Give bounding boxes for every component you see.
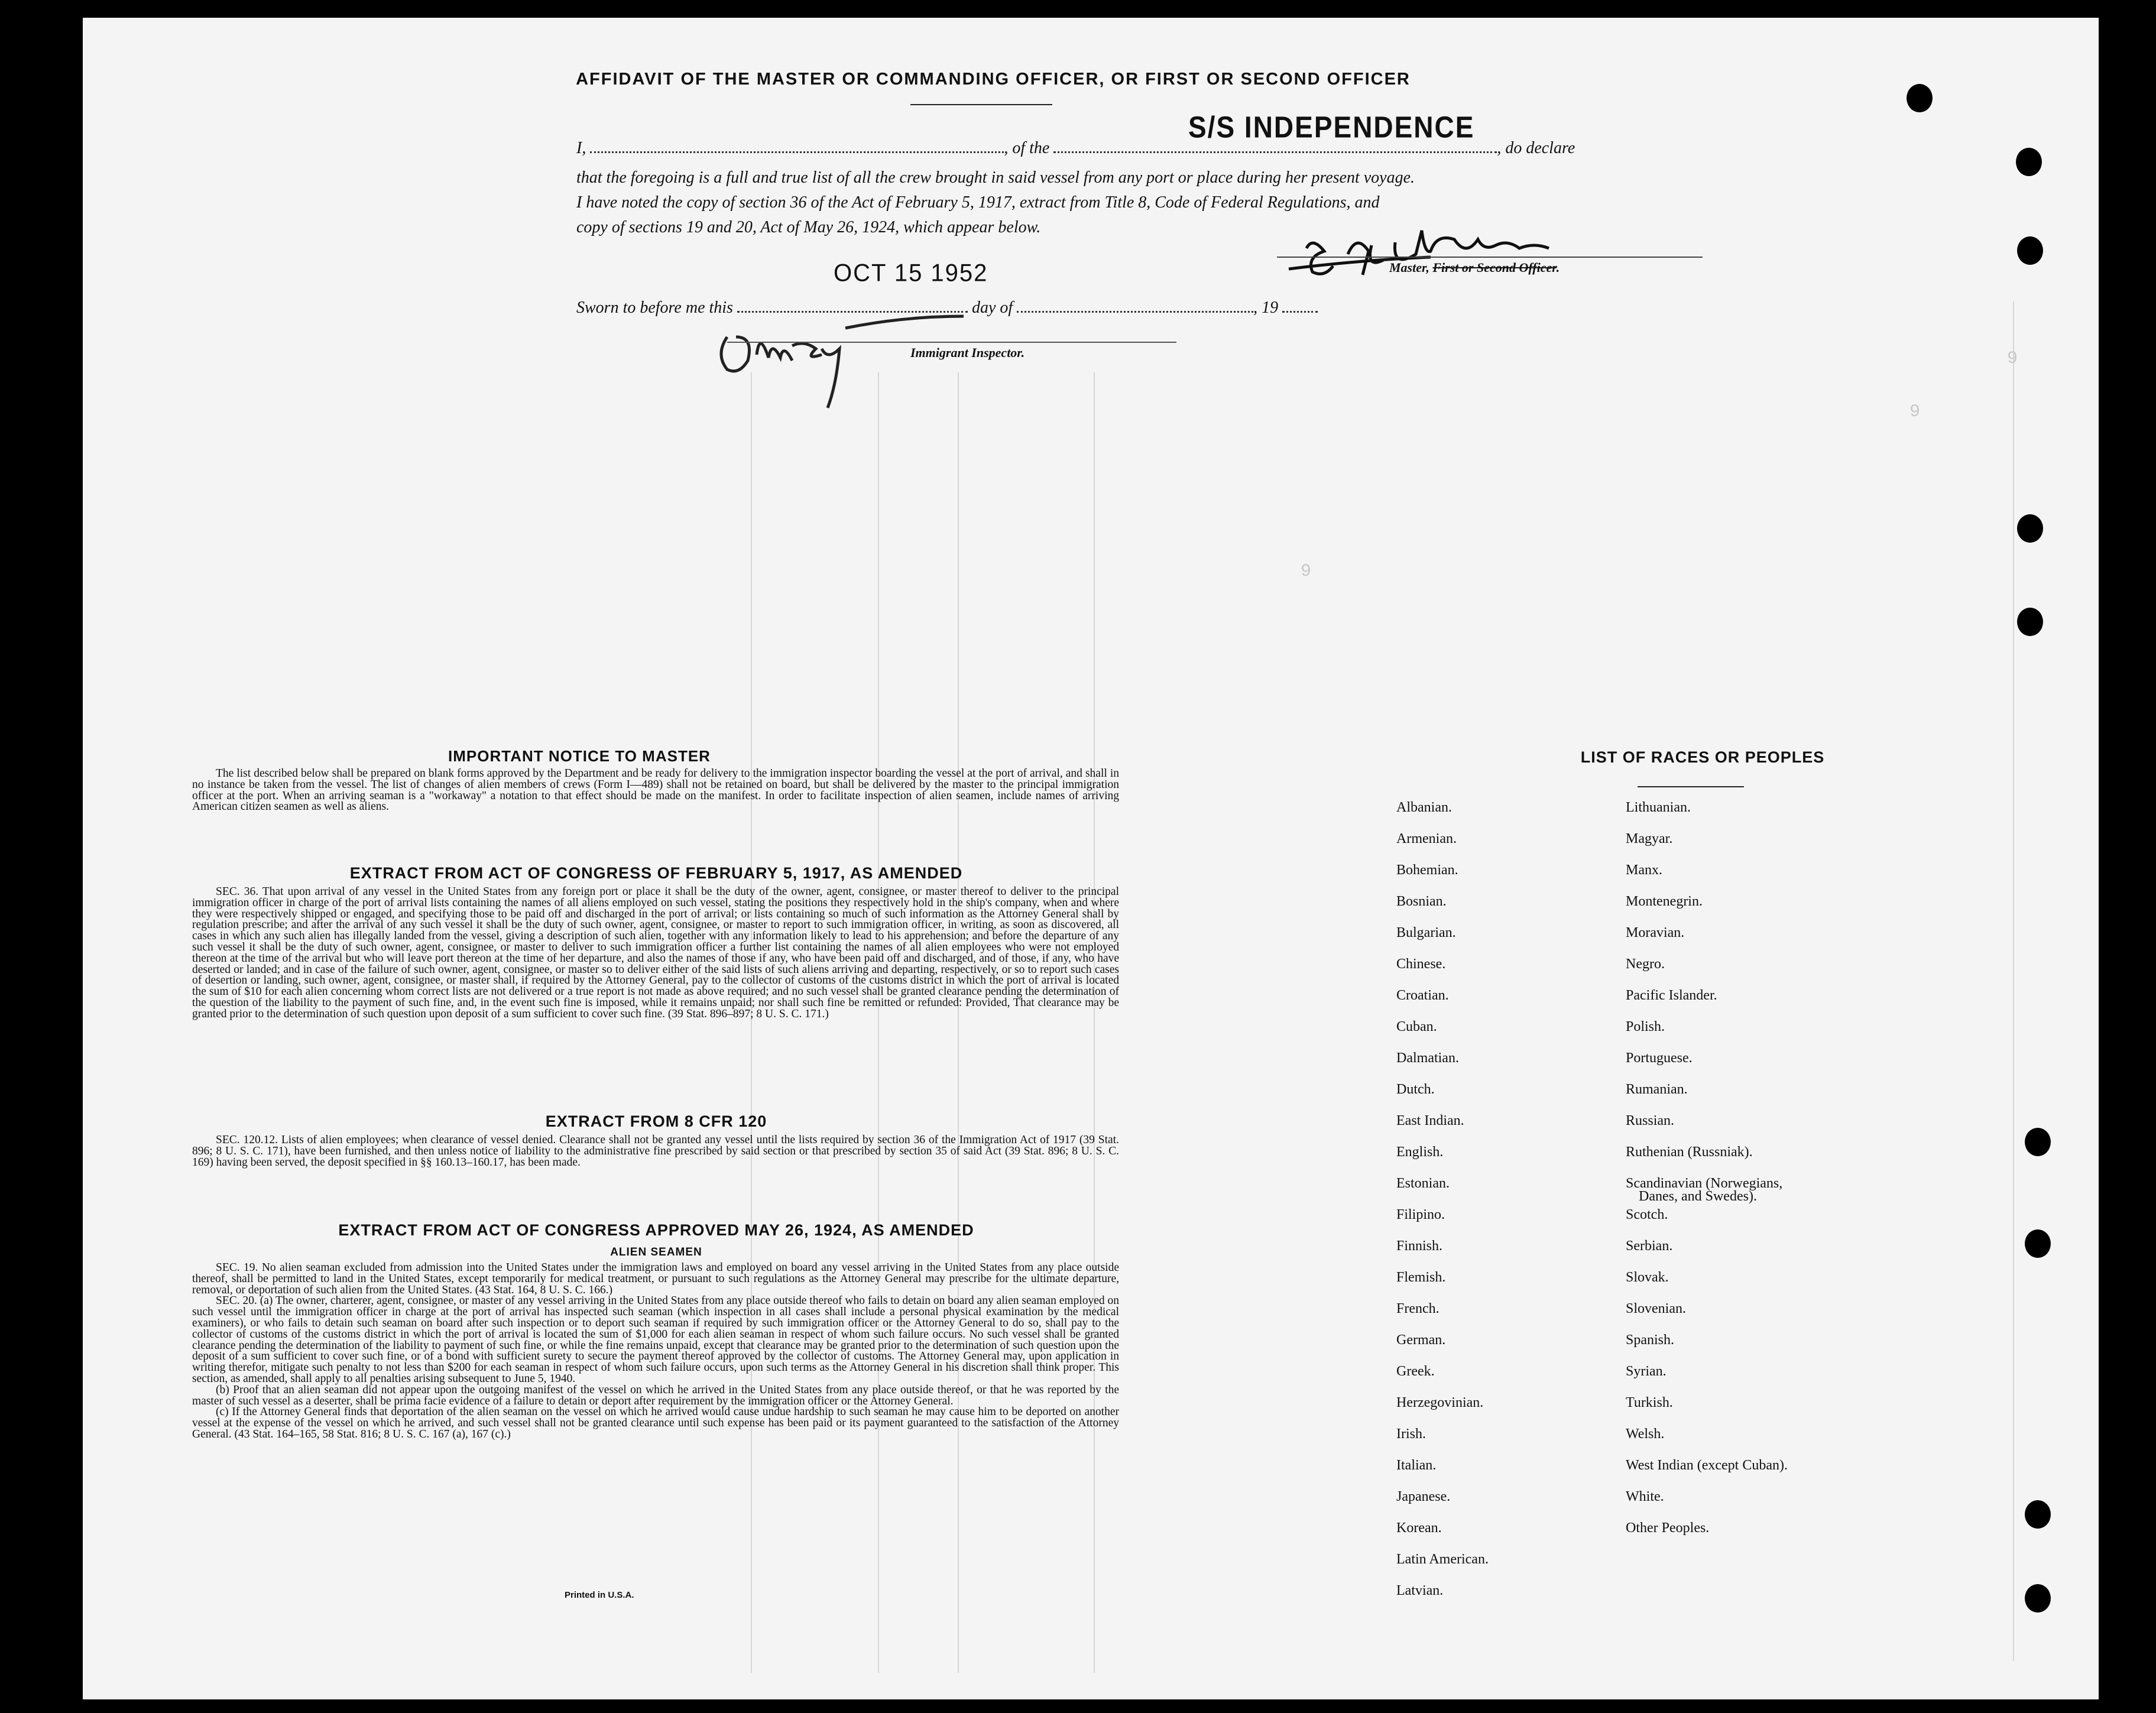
intro-i: I, [576, 139, 586, 157]
bleed-text: 9 [1909, 402, 1921, 422]
race-item: Russian. [1626, 1113, 1675, 1128]
race-item: Bulgarian. [1396, 925, 1456, 940]
punch-hole [2016, 148, 2042, 176]
race-item: Filipino. [1396, 1207, 1445, 1222]
affidavit-line-3: I have noted the copy of section 36 of the Act of February 5, 1917, extract from Title 8, Code of Federal Regulations, and [576, 193, 1380, 212]
race-item: Scandinavian (Norwegians, [1626, 1176, 1783, 1191]
master-label [1389, 260, 1560, 275]
extract-cfr-paragraph: SEC. 120.12. Lists of alien employees; when clearance of vessel denied. Clearance shall not be granted any vessel until the lists required by section 36 of the Immigration Act of 1917 (39 Stat. 896; 8 U. S. C. 171), have been furnished, and then unless notice of liability to the administrative fine prescribed by said section or that prescribed by section 35 of said Act (39 Stat. 896; 8 U. S. C. 169) having been served, the deposit specified in §§ 160.13–160.17, has been made. [192, 1134, 1119, 1169]
sec-19-paragraph: SEC. 19. No alien seaman excluded from admission into the United States under the immigration laws and employed on board any vessel arriving in the United States from any place outside thereof, shall be permitted to land in the United States, except temporarily for medical treatment, or pursuant to such regulations as the Attorney General may prescribe for the ultimate departure, removal, or deportation of such alien from the United States. (43 Stat. 164, 8 U. S. C. 166.) [192, 1261, 1119, 1296]
punch-hole [2025, 1229, 2051, 1258]
race-item: Ruthenian (Russniak). [1626, 1144, 1753, 1160]
master-signature-line [1277, 257, 1703, 258]
bleed-line [751, 372, 752, 1673]
race-item: Bosnian. [1396, 894, 1447, 909]
extract-1917-paragraph: SEC. 36. That upon arrival of any vessel in the United States from any foreign port or place it shall be the duty of the owner, agent, consignee, or master thereof to deliver to the principal immigration officer in charge of the port of arrival lists containing the names of all aliens employed on such vessel, stating the positions they respectively hold in the ship's company, when and where they were respectively shipped or engaged, and specifying those to be paid off and discharged in the port of arrival; or lists containing so much of such information as the Attorney General shall by regulation prescribe; and after the arrival of any such vessel it shall be the duty of such owner, agent, consignee, or master to report to such immigration officer, in writing, as soon as discovered, all cases in which any such alien has illegally landed from the vessel, giving a description of such alien, together with any information likely to lead to his apprehension; and before the departure of any such vessel it shall be the duty of such owner, agent, consignee, or master to deliver to such immigration officer a further list containing the names of all alien employees who were not employed thereon at the time of the arrival but who will leave port thereon at the time of her departure, and also the names of those if any, who have been paid off and discharged, and of those, if any, who have deserted or landed; and in case of the failure of such owner, agent, consignee, or master so to deliver either of the said lists of such aliens arriving and departing, respectively, or so to report such cases of desertion or landing, such owner, agent, consignee, or master shall, if required by the Attorney General, pay to the collector of customs of the customs district in which the port of arrival is located the sum of $10 for each alien concerning whom correct lists are not delivered or a true report is not made as above required; and no such vessel shall be granted clearance pending the determination of the question of the liability to the payment of such fine, and, in the event such fine is imposed, while it remains unpaid; nor shall such fine be remitted or refunded: Provided, That clearance may be granted prior to the determination of such question upon deposit of a sum sufficient to cover such fine. (39 Stat. 896–897; 8 U. S. C. 171.) [192, 885, 1119, 1020]
race-item: Other Peoples. [1626, 1520, 1710, 1536]
race-item: Serbian. [1626, 1238, 1673, 1254]
extract-1917-title: EXTRACT FROM ACT OF CONGRESS OF FEBRUARY 5, 1917, AS AMENDED [349, 864, 963, 882]
notice-title: IMPORTANT NOTICE TO MASTER [448, 747, 711, 765]
race-item: Latin American. [1396, 1552, 1489, 1567]
extract-cfr-block [192, 1135, 1119, 1168]
race-item: Armenian. [1396, 831, 1457, 846]
extract-1917-block [192, 887, 1119, 1020]
race-item: Chinese. [1396, 956, 1446, 972]
race-item: Herzegovinian. [1396, 1395, 1484, 1410]
master-label-text: Master, [1389, 260, 1429, 275]
race-item: Japanese. [1396, 1489, 1451, 1504]
alien-seamen-subtitle: ALIEN SEAMEN [610, 1246, 702, 1258]
do-declare-text: , do declare [1497, 139, 1575, 157]
race-item: German. [1396, 1332, 1446, 1348]
race-item: Italian. [1396, 1458, 1437, 1473]
race-item: Danes, and Swedes). [1639, 1189, 1757, 1204]
race-item: Pacific Islander. [1626, 988, 1717, 1003]
race-item: White. [1626, 1489, 1664, 1504]
race-item: Welsh. [1626, 1426, 1665, 1442]
inspector-signature-line [727, 342, 1176, 343]
race-item: Korean. [1396, 1520, 1442, 1536]
bleed-line [878, 372, 879, 1673]
punch-hole [2017, 236, 2043, 265]
extract-cfr-title: EXTRACT FROM 8 CFR 120 [545, 1112, 767, 1130]
punch-hole [1907, 84, 1933, 112]
race-item: Slovak. [1626, 1270, 1669, 1285]
sec-20a-paragraph: SEC. 20. (a) The owner, charterer, agent, consignee, or master of any vessel arriving in the United States from any place outside thereof who fails to detain on board any alien seaman employed on such vessel until the immigration officer in charge at the port of arrival has inspected such seaman (which inspection in all cases shall include a personal physical examination by the medical examiners), or who fails to detain such seaman on board after such inspection or to deport such seaman if required by such immigration officer or the Attorney General to do so, shall pay to the collector of customs of the customs district in which the port of arrival is located the sum of $1,000 for each alien seaman in respect of whom such failure occurs. No such vessel shall be granted clearance pending the determination of the liability to payment of such fine, or while the fine remains unpaid, except that clearance may be granted prior to the determination of such question upon the deposit of a sum sufficient to cover such fine, or of a bond with sufficient surety to secure the payment thereof approved by the collector of customs. The Attorney General may, upon application in writing therefor, mitigate such penalty to not less than $200 for each seaman in respect of whom such failure occurs, upon such terms as the Attorney General in his discretion shall think proper. This section, as amended, shall apply to all penalties arising subsequent to June 5, 1940. [192, 1295, 1119, 1385]
race-item: Flemish. [1396, 1270, 1446, 1285]
race-item: Bohemian. [1396, 862, 1458, 878]
race-item: Polish. [1626, 1019, 1665, 1034]
punch-hole [2025, 1584, 2051, 1613]
punch-hole [2025, 1500, 2051, 1529]
race-item: Rumanian. [1626, 1082, 1688, 1097]
title-rule [910, 104, 1052, 105]
race-item: Scotch. [1626, 1207, 1668, 1222]
of-the-text: , of the [1004, 139, 1050, 157]
inspector-label: Immigrant Inspector. [910, 345, 1025, 360]
race-item: English. [1396, 1144, 1444, 1160]
race-item: Portuguese. [1626, 1050, 1693, 1066]
races-title-rule [1638, 786, 1744, 787]
day-of-text: day of [971, 299, 1013, 317]
extract-1924-title: EXTRACT FROM ACT OF CONGRESS APPROVED MAY 26, 1924, AS AMENDED [338, 1221, 974, 1239]
race-item: Moravian. [1626, 925, 1685, 940]
race-item: Manx. [1626, 862, 1662, 878]
month-blank [1017, 297, 1253, 313]
name-blank [590, 137, 1004, 153]
affidavit-line-1 [576, 136, 1735, 166]
race-item: Spanish. [1626, 1332, 1675, 1348]
punch-hole [2017, 608, 2043, 636]
bleed-line [1094, 372, 1095, 1673]
race-item: Cuban. [1396, 1019, 1437, 1034]
notice-paragraph: The list described below shall be prepared on blank forms approved by the Department and be ready for delivery to the immigration inspector boarding the vessel at the port of arrival, and shall in no instance be taken from the vessel. The list of changes of alien members of crews (Form I—489) shall not be retained on board, but shall be delivered by the master to the principal immigration officer at the port. When an arriving seaman is a "workaway" a notation to that effect should be made on the manifest. In order to facilitate inspection of alien seamen, include names of arriving American citizen seamen as well as aliens. [192, 767, 1119, 813]
race-item: West Indian (except Cuban). [1626, 1458, 1788, 1473]
punch-hole [2017, 514, 2043, 543]
master-label-end: . [1556, 260, 1560, 275]
date-stamp: OCT 15 1952 [834, 259, 988, 287]
document-page [83, 18, 2099, 1699]
race-item: Greek. [1396, 1364, 1435, 1379]
race-item: Dutch. [1396, 1082, 1435, 1097]
struck-officer-text: First or Second Officer [1432, 260, 1557, 275]
printed-in-usa: Printed in U.S.A. [565, 1590, 634, 1600]
sec-20c-paragraph: (c) If the Attorney General finds that deportation of the alien seaman on the vessel on which he arrived would cause undue hardship to such seaman he may cause him to be deported on another vessel at the expense of the vessel on which he arrived, and such vessel shall not be granted clearance until such expense has been paid or its payment guaranteed to the satisfaction of the Attorney General. (43 Stat. 164–165, 58 Stat. 816; 8 U. S. C. 167 (a), 167 (c).) [192, 1406, 1119, 1441]
race-item: French. [1396, 1301, 1440, 1316]
race-item: Magyar. [1626, 831, 1673, 846]
bleed-line [958, 372, 959, 1673]
year-blank [1282, 297, 1318, 313]
race-item: Slovenian. [1626, 1301, 1686, 1316]
races-title: LIST OF RACES OR PEOPLES [1580, 748, 1825, 766]
race-item: Irish. [1396, 1426, 1426, 1442]
race-item: East Indian. [1396, 1113, 1464, 1128]
bleed-text: 9 [2007, 349, 2018, 369]
sec-20b-paragraph: (b) Proof that an alien seaman did not appear upon the outgoing manifest of the vessel on which he arrived in the United States from any place outside thereof, or that he was reported by the master of such vessel as a deserter, shall be prima facie evidence of a failure to detain or deport after requirement by the immigration officer or the Attorney General. [192, 1383, 1119, 1407]
race-item: Latvian. [1396, 1583, 1444, 1598]
affidavit-title: AFFIDAVIT OF THE MASTER OR COMMANDING OFFICER, OR FIRST OR SECOND OFFICER [576, 70, 1411, 89]
race-item: Finnish. [1396, 1238, 1443, 1254]
year-prefix: , 19 [1253, 299, 1279, 317]
inspector-signature [703, 301, 1046, 426]
race-item: Turkish. [1626, 1395, 1673, 1410]
race-item: Montenegrin. [1626, 894, 1703, 909]
bleed-text: 9 [1301, 562, 1312, 582]
punch-hole [2025, 1128, 2051, 1156]
affidavit-line-4: copy of sections 19 and 20, Act of May 26, 1924, which appear below. [576, 218, 1041, 236]
sworn-text: Sworn to before me this [576, 299, 733, 317]
affidavit-line-2: that the foregoing is a full and true list of all the crew brought in said vessel from any port or place during her present voyage. [576, 168, 1415, 187]
race-item: Dalmatian. [1396, 1050, 1459, 1066]
bleed-line [2013, 301, 2014, 1661]
vessel-name-stamp: S/S INDEPENDENCE [1188, 110, 1475, 144]
race-item: Negro. [1626, 956, 1665, 972]
race-item: Croatian. [1396, 988, 1449, 1003]
extract-1924-block [192, 1263, 1119, 1441]
notice-text-block [192, 768, 1119, 813]
race-item: Estonian. [1396, 1176, 1450, 1191]
race-item: Lithuanian. [1626, 800, 1691, 815]
race-item: Albanian. [1396, 800, 1452, 815]
race-item: Syrian. [1626, 1364, 1667, 1379]
